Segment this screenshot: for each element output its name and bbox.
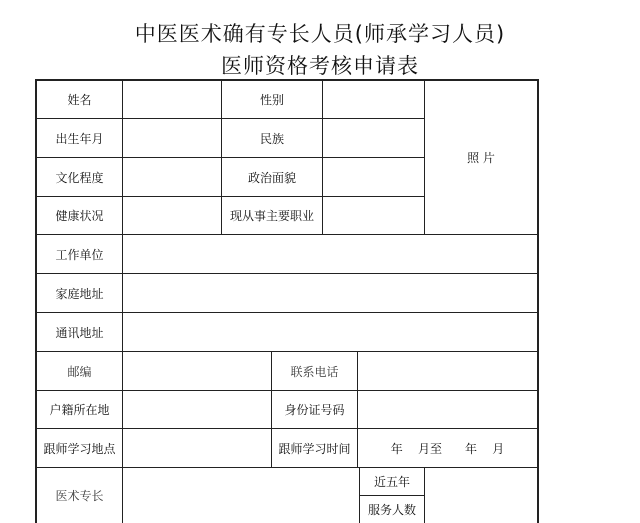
- input-study-time[interactable]: 年 月至 年 月: [390, 441, 505, 456]
- input-home-address[interactable]: [123, 274, 537, 312]
- input-workplace[interactable]: [123, 235, 537, 273]
- label-home-address: 家庭地址: [55, 286, 104, 301]
- label-study-time: 跟师学习时间: [278, 441, 351, 456]
- input-gender[interactable]: [323, 81, 424, 118]
- label-birth: 出生年月: [55, 131, 104, 146]
- input-occupation[interactable]: [323, 197, 424, 234]
- input-household[interactable]: [123, 391, 271, 428]
- label-patients-line2: 服务人数: [367, 503, 416, 517]
- label-occupation: 现从事主要职业: [229, 209, 314, 223]
- label-study-place: 跟师学习地点: [43, 441, 116, 456]
- label-household: 户籍所在地: [49, 403, 110, 417]
- input-ethnicity[interactable]: [323, 119, 424, 157]
- label-ethnicity: 民族: [259, 131, 284, 146]
- input-birth[interactable]: [123, 119, 221, 157]
- form-title-line1: 中医医术确有专长人员(师承学习人员): [134, 22, 506, 46]
- label-health: 健康状况: [55, 209, 104, 223]
- photo-box[interactable]: 照 片: [467, 151, 495, 165]
- label-political: 政治面貌: [247, 170, 296, 185]
- label-education: 文化程度: [55, 170, 104, 185]
- input-postcode[interactable]: [123, 352, 271, 390]
- input-phone[interactable]: [358, 352, 537, 390]
- input-education[interactable]: [123, 158, 221, 196]
- input-mail-address[interactable]: [123, 313, 537, 351]
- label-name: 姓名: [67, 93, 92, 107]
- input-study-place[interactable]: [123, 429, 271, 467]
- input-name[interactable]: [123, 81, 221, 118]
- label-mail-address: 通讯地址: [55, 325, 104, 340]
- label-workplace: 工作单位: [55, 247, 104, 262]
- input-specialty[interactable]: [123, 468, 359, 523]
- label-specialty: 医术专长: [55, 489, 104, 503]
- label-id-number: 身份证号码: [284, 403, 345, 417]
- label-phone: 联系电话: [290, 364, 339, 379]
- input-political[interactable]: [323, 158, 424, 196]
- input-health[interactable]: [123, 197, 221, 234]
- form-title-line2: 医师资格考核申请表: [221, 54, 419, 78]
- label-gender: 性别: [259, 93, 284, 107]
- table-border-right: [537, 79, 539, 523]
- input-id-number[interactable]: [358, 391, 537, 428]
- label-patients-line1: 近五年: [373, 475, 410, 489]
- label-postcode: 邮编: [67, 364, 92, 379]
- input-patients[interactable]: [425, 468, 537, 523]
